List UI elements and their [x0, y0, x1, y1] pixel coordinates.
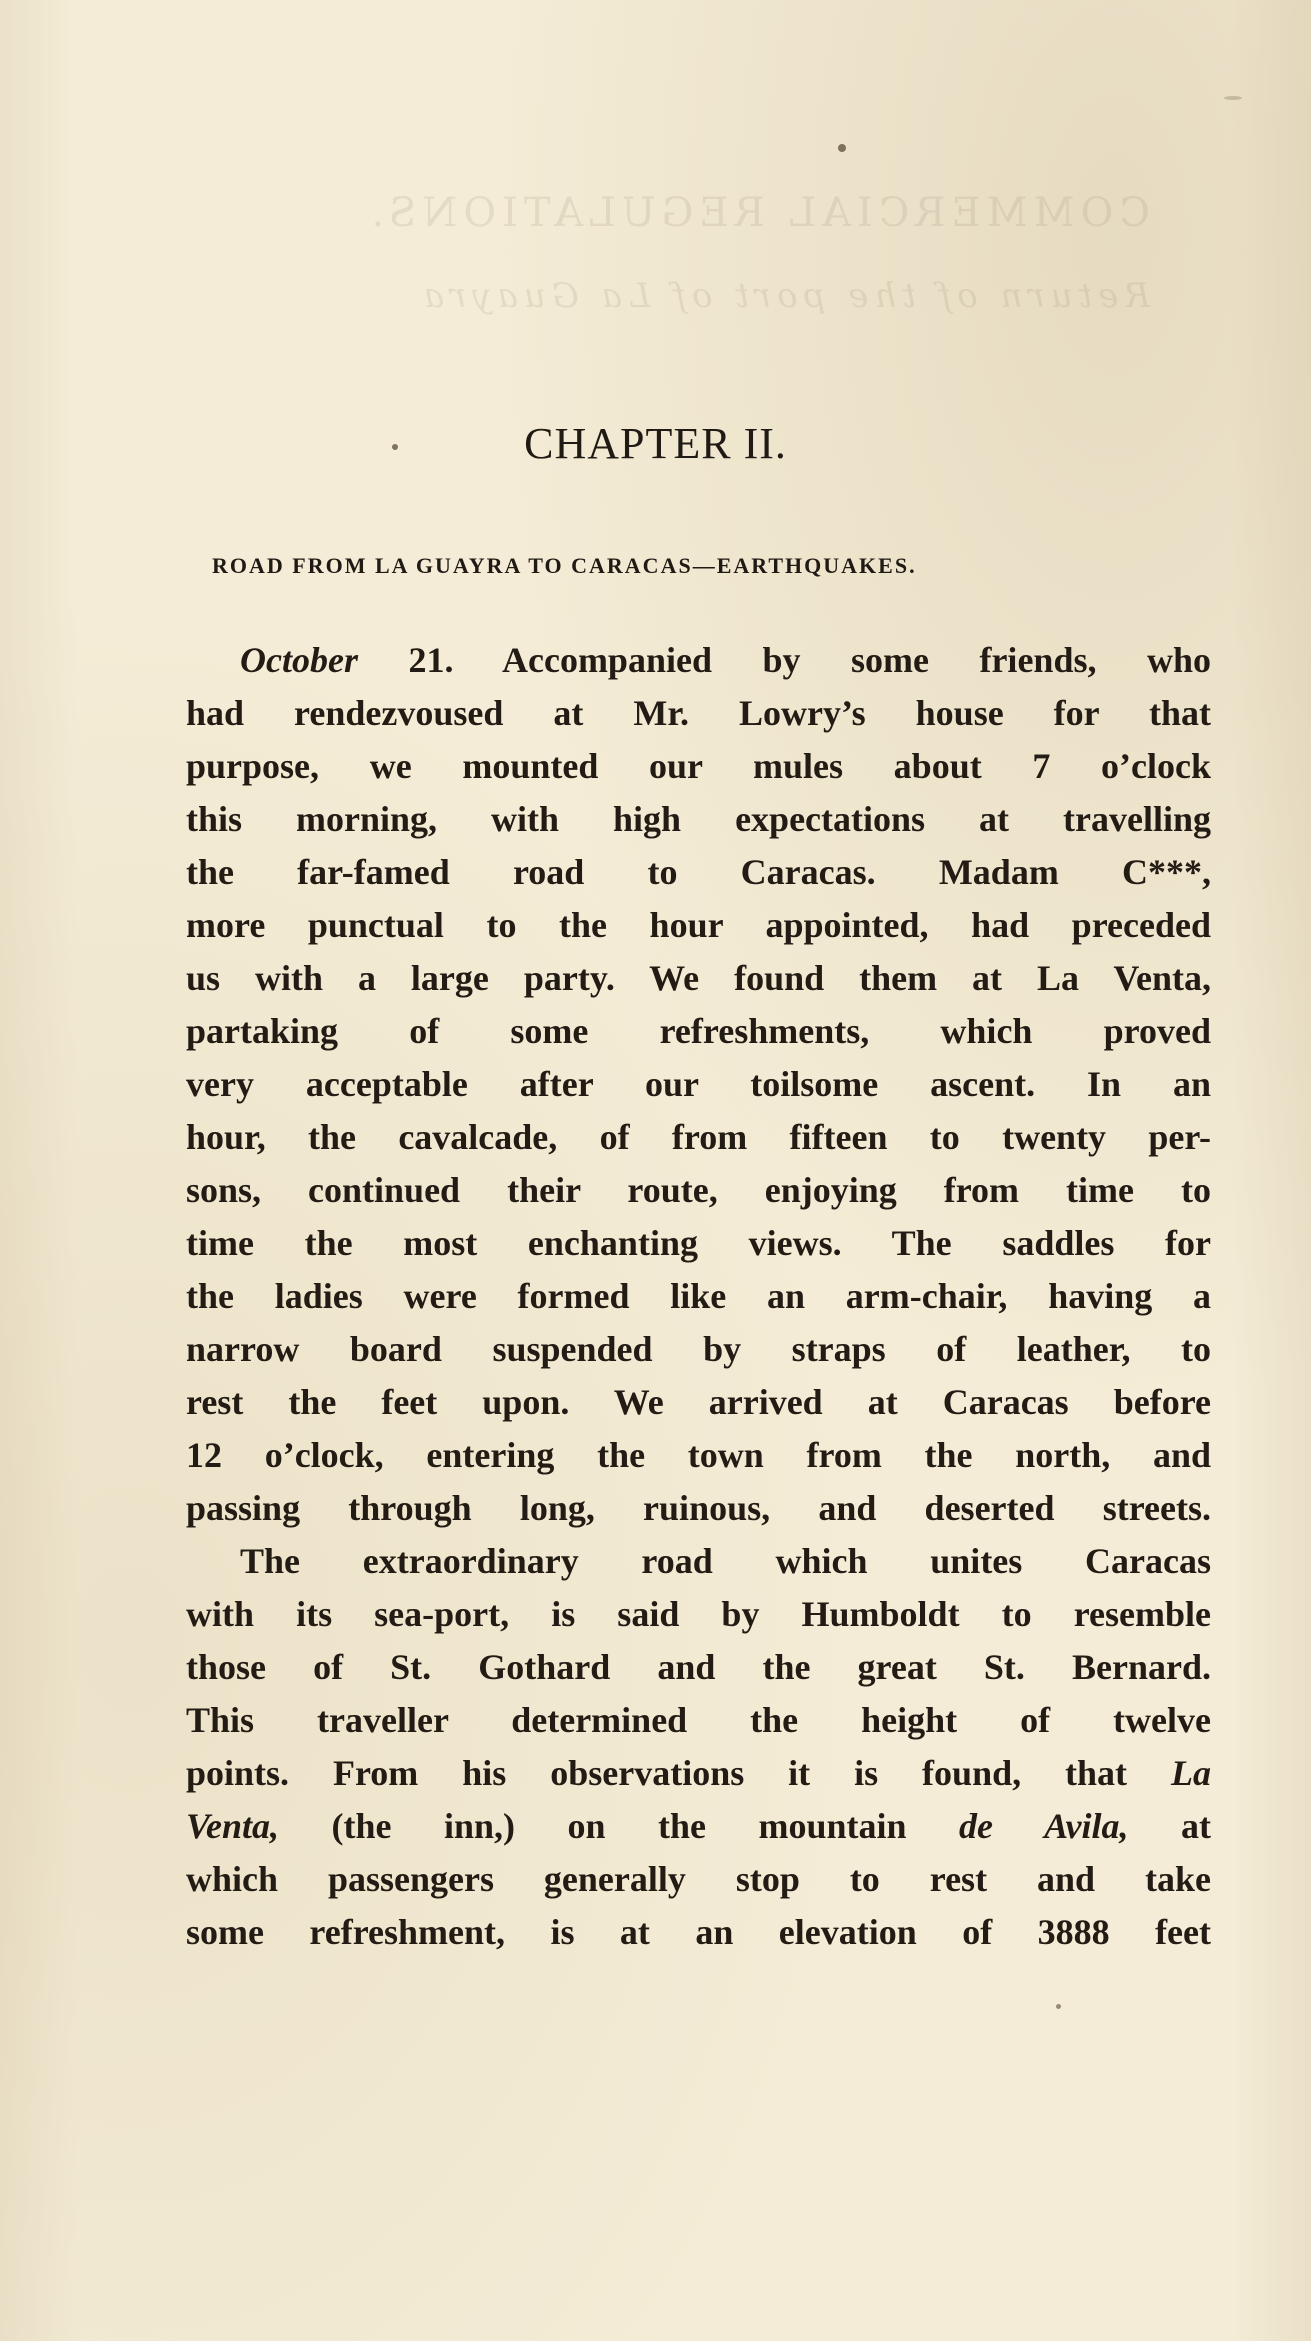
text-segment: (the inn,) on the mountain: [279, 1806, 960, 1846]
text-line: [186, 793, 1211, 846]
text-line: [186, 1058, 1211, 1111]
ink-speck: [1224, 96, 1242, 100]
text-segment: passing through long, ruinous, and deserted streets.: [186, 1488, 1211, 1528]
text-segment: very acceptable after our toilsome ascent. In an: [186, 1064, 1211, 1104]
text-line: [186, 1641, 1211, 1694]
text-line: [186, 1270, 1211, 1323]
text-segment: 21. Accompanied by some friends, who: [357, 640, 1211, 680]
italic-text: October: [240, 640, 358, 680]
text-line: [186, 899, 1211, 952]
text-line: [186, 634, 1211, 687]
italic-text: La: [1171, 1753, 1211, 1793]
text-line: [186, 952, 1211, 1005]
chapter-summary: ROAD FROM LA GUAYRA TO CARACAS—EARTHQUAKES.: [212, 553, 917, 578]
text-segment: those of St. Gothard and the great St. Bernard.: [186, 1647, 1211, 1687]
text-line: [186, 1429, 1211, 1482]
text-segment: had rendezvoused at Mr. Lowry’s house for that: [186, 693, 1211, 733]
text-segment: hour, the cavalcade, of from fifteen to twenty per-: [186, 1117, 1211, 1157]
text-line: [186, 1482, 1211, 1535]
text-segment: the far-famed road to Caracas. Madam C***,: [186, 852, 1211, 892]
italic-text: de Avila,: [959, 1806, 1129, 1846]
text-line: [186, 1164, 1211, 1217]
text-line: [186, 1217, 1211, 1270]
body-text: [186, 634, 1211, 1959]
text-line: [186, 1323, 1211, 1376]
text-segment: more punctual to the hour appointed, had preceded: [186, 905, 1211, 945]
show-through-line-1: COMMERCIAL REGULATIONS.: [365, 190, 1150, 236]
italic-text: Venta,: [186, 1806, 280, 1846]
text-segment: which passengers generally stop to rest and take: [186, 1859, 1211, 1899]
text-line: [186, 1111, 1211, 1164]
text-segment: This traveller determined the height of twelve: [186, 1700, 1211, 1740]
text-segment: with its sea-port, is said by Humboldt to resemble: [186, 1594, 1211, 1634]
text-line: [186, 1906, 1211, 1959]
text-segment: us with a large party. We found them at La Venta,: [186, 958, 1211, 998]
text-segment: purpose, we mounted our mules about 7 o’clock: [186, 746, 1211, 786]
show-through-line-2: Return of the port of La Guayra: [417, 276, 1150, 316]
text-segment: time the most enchanting views. The saddles for: [186, 1223, 1211, 1263]
text-segment: rest the feet upon. We arrived at Caracas before: [186, 1382, 1211, 1422]
text-segment: partaking of some refreshments, which proved: [186, 1011, 1211, 1051]
text-line: [186, 1800, 1211, 1853]
text-line: [186, 1535, 1211, 1588]
text-segment: at: [1128, 1806, 1211, 1846]
text-segment: The extraordinary road which unites Caracas: [240, 1541, 1211, 1581]
text-segment: some refreshment, is at an elevation of 3888 feet: [186, 1912, 1211, 1952]
text-line: [186, 846, 1211, 899]
text-line: [186, 1747, 1211, 1800]
text-segment: points. From his observations it is found, that: [186, 1753, 1171, 1793]
text-segment: the ladies were formed like an arm-chair, having a: [186, 1276, 1211, 1316]
ink-speck: [1056, 2004, 1061, 2009]
text-line: [186, 1005, 1211, 1058]
text-segment: this morning, with high expectations at travelling: [186, 799, 1211, 839]
text-line: [186, 1376, 1211, 1429]
text-line: [186, 1853, 1211, 1906]
text-segment: 12 o’clock, entering the town from the north, and: [186, 1435, 1211, 1475]
text-line: [186, 740, 1211, 793]
text-segment: sons, continued their route, enjoying from time to: [186, 1170, 1211, 1210]
text-line: [186, 1588, 1211, 1641]
text-segment: narrow board suspended by straps of leather, to: [186, 1329, 1211, 1369]
ink-speck: [838, 144, 846, 152]
text-line: [186, 687, 1211, 740]
show-through-text: [150, 190, 1150, 316]
chapter-title: CHAPTER II.: [524, 419, 787, 468]
text-line: [186, 1694, 1211, 1747]
